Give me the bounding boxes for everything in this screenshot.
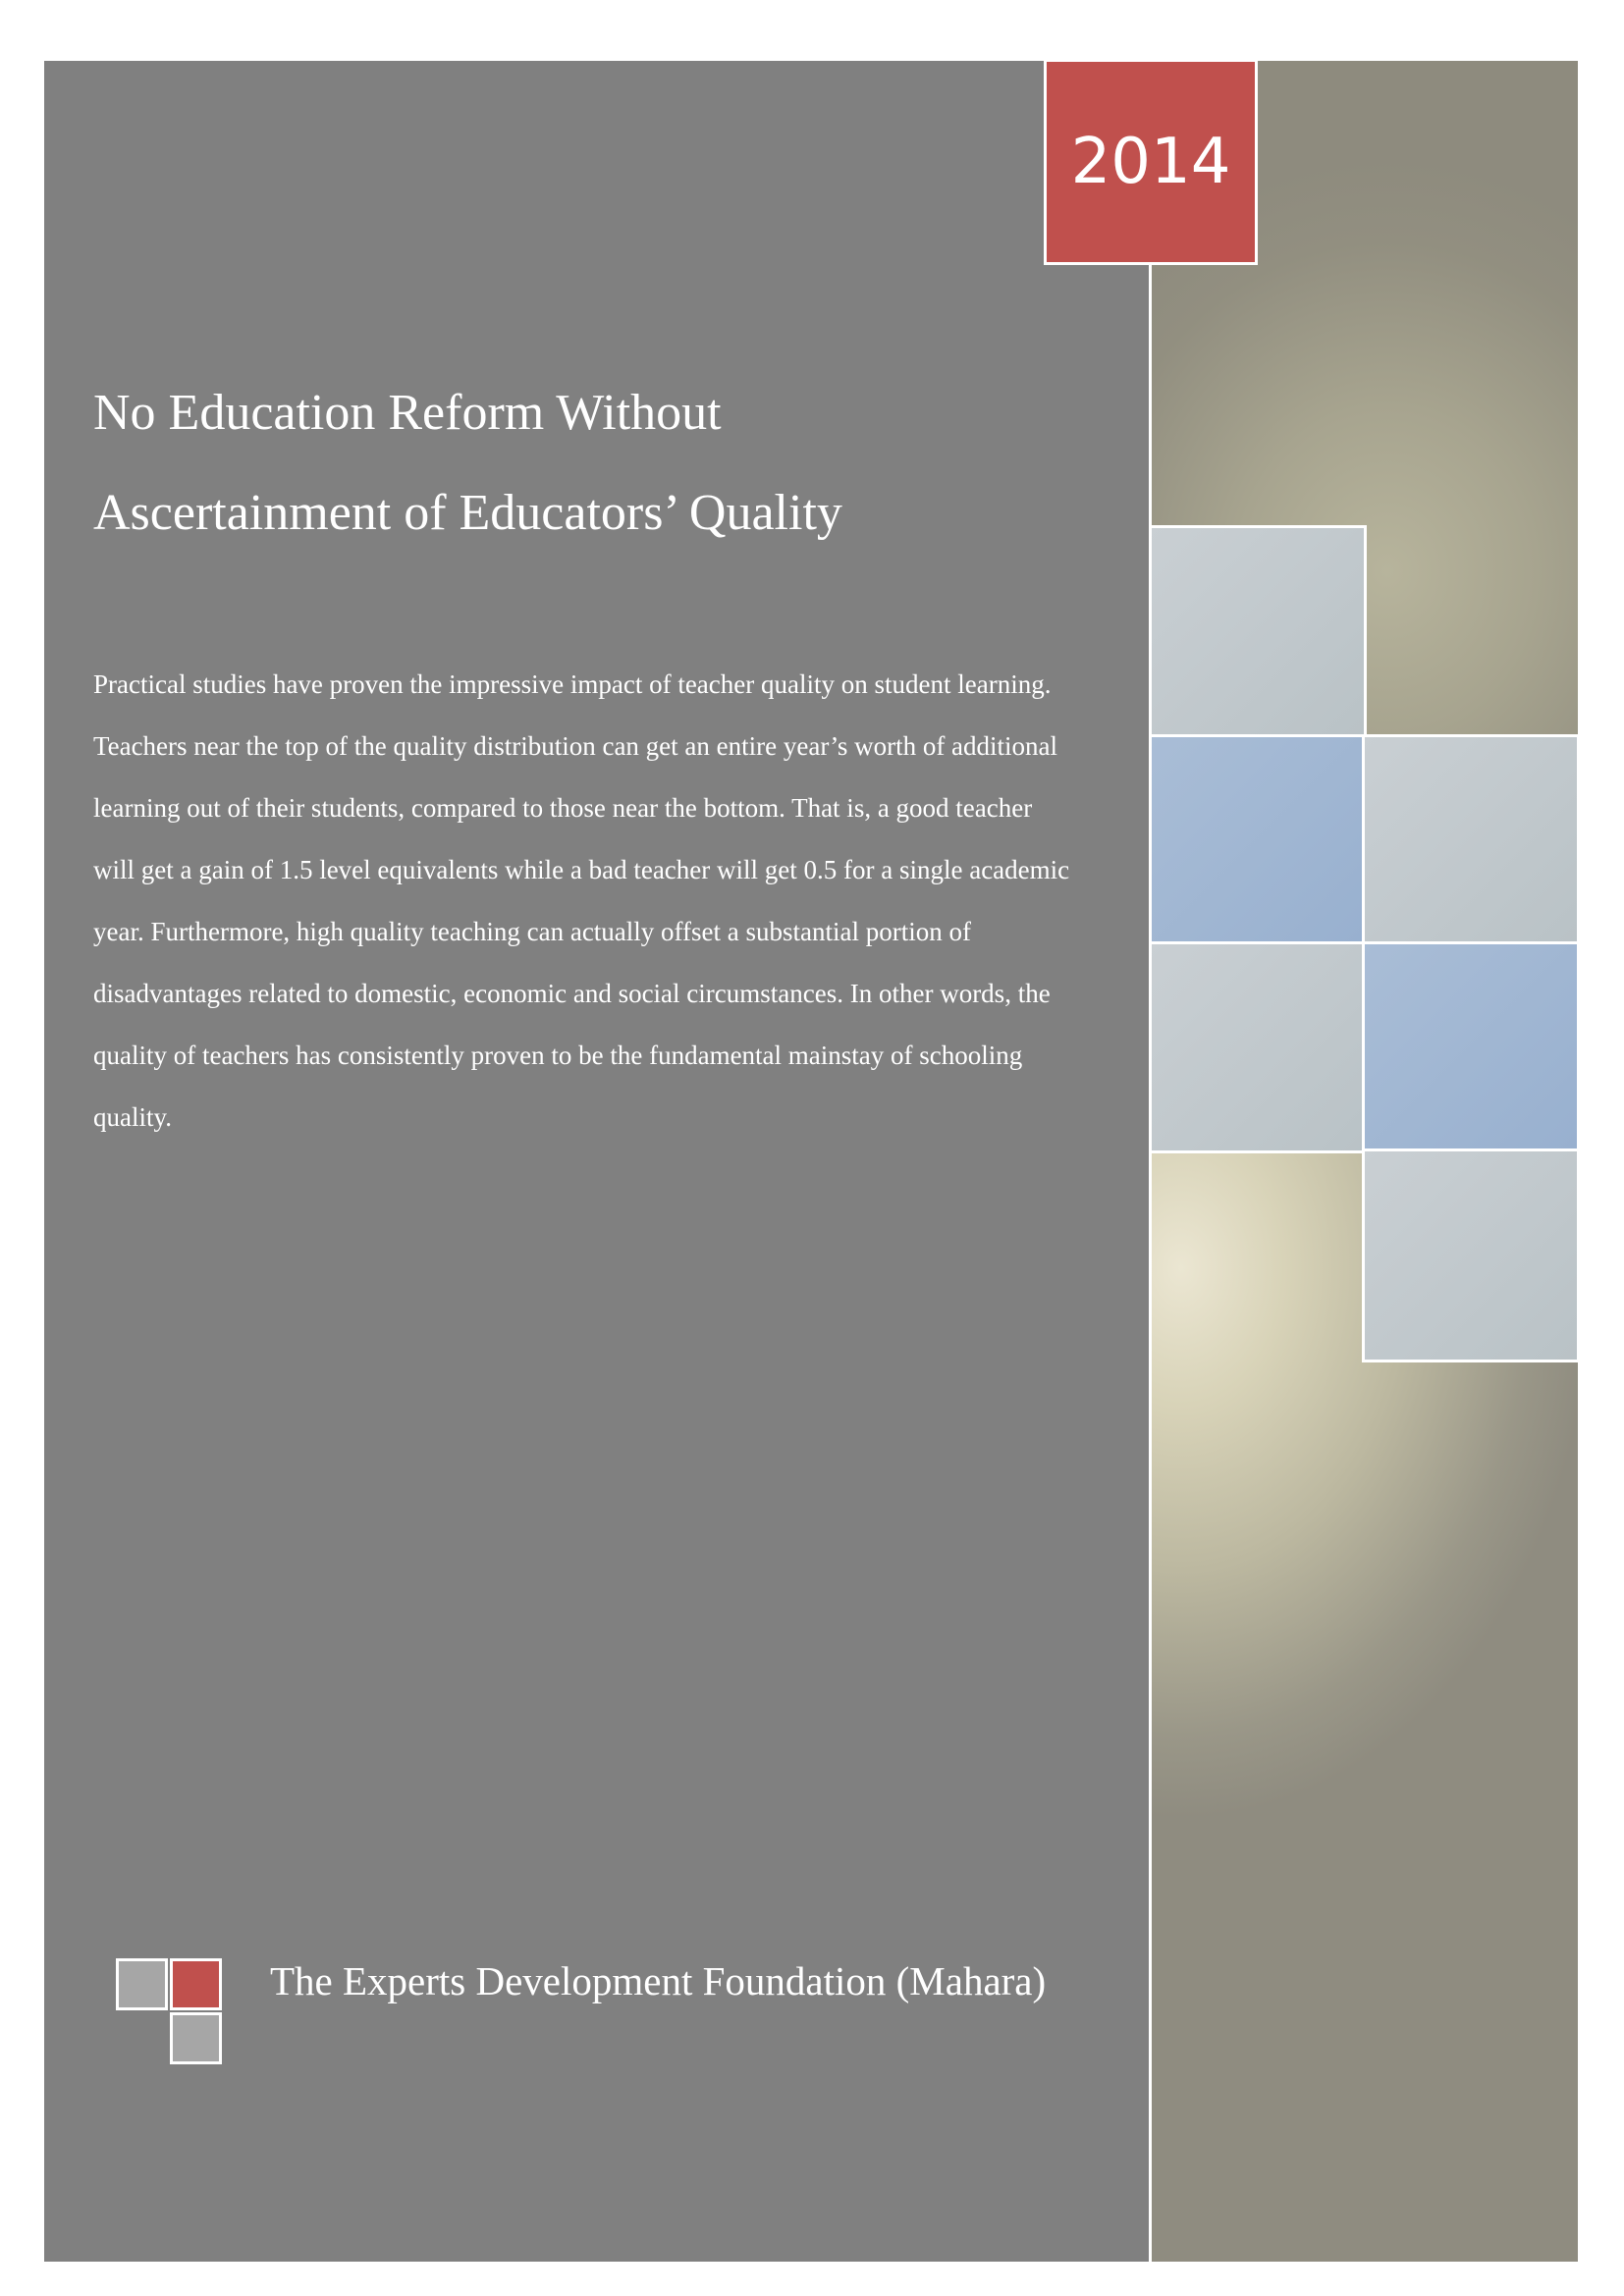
title-line-2: Ascertainment of Educators’ Quality	[93, 485, 842, 541]
mosaic-tile	[1362, 941, 1580, 1153]
document-title	[93, 363, 1114, 563]
mosaic-tile	[1149, 941, 1367, 1153]
mosaic-tile	[1149, 525, 1367, 739]
logo-square-grey	[116, 1958, 168, 2010]
mosaic-tile	[1149, 734, 1367, 946]
year-badge: 2014	[1044, 59, 1258, 265]
logo-square-grey	[170, 2012, 222, 2064]
mosaic-tile	[1362, 1148, 1580, 1362]
summary-paragraph: Practical studies have proven the impressive impact of teacher quality on student learning. Teachers near the top of the quality distribution can get an entire year’s worth of additional learning out of their students, compared to those near the bottom. That is, a good teacher will get a gain of 1.5 level equivalents while a bad teacher will get 0.5 for a single academic year. Furthermore, high quality teaching can actually offset a substantial portion of disadvantages related to domestic, economic and social circumstances. In other words, the quality of teachers has consistently proven to be the fundamental mainstay of schooling quality.	[93, 669, 1070, 1132]
foundation-logo	[116, 1958, 226, 2066]
logo-square-red	[170, 1958, 222, 2010]
panel-divider	[1149, 61, 1152, 2262]
mosaic-tile	[1362, 734, 1580, 946]
title-line-1: No Education Reform Without	[93, 385, 722, 441]
organization-name: The Experts Development Foundation (Mahara)	[270, 1958, 1047, 2003]
